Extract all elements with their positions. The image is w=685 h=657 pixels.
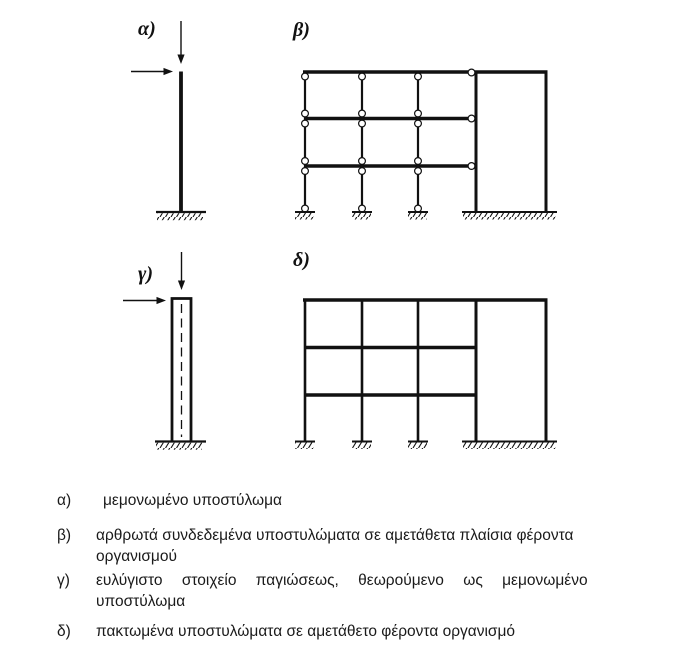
- legend-item-gamma: [57, 570, 617, 612]
- legend-text: αρθρωτά συνδεδεμένα υποστυλώματα σε αμετάθετα πλαίσια φέροντα: [96, 527, 574, 544]
- legend-label: γ): [57, 572, 70, 589]
- legend-text: ευλύγιστο στοιχείο παγιώσεως, θεωρούμενο ως μεμονωμένο: [96, 572, 588, 589]
- legend-label: α): [57, 492, 72, 509]
- legend-text: υποστύλωμα: [96, 593, 186, 610]
- diagram-gamma-label: γ): [138, 263, 153, 285]
- legend-text: πακτωμένα υποστυλώματα σε αμετάθετο φέροντα οργανισμό: [96, 623, 516, 640]
- legend-item-alpha: [57, 490, 617, 511]
- diagram-beta-label: β): [293, 19, 310, 41]
- legend-text: οργανισμού: [96, 548, 177, 565]
- legend-text: μεμονωμένο υποστύλωμα: [103, 492, 283, 509]
- legend-item-beta: [57, 525, 617, 567]
- legend-label: δ): [57, 623, 71, 640]
- diagram-delta-label: δ): [293, 249, 310, 271]
- diagram-alpha-label: α): [138, 18, 156, 40]
- legend-item-delta: [57, 621, 617, 642]
- legend-label: β): [57, 527, 72, 544]
